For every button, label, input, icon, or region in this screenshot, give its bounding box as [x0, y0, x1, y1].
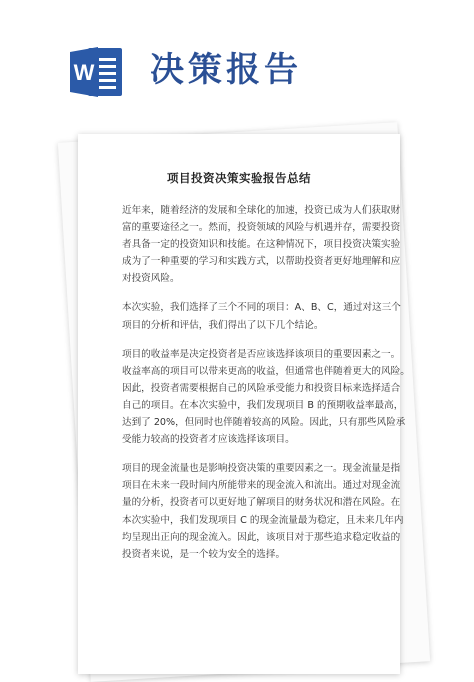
- text-line: 受能力较高的投资者才应该选择该项目。: [122, 434, 295, 446]
- svg-text:W: W: [73, 60, 95, 85]
- text-line: 项目的分析和评估，我们得出了以下几个结论。: [122, 319, 324, 331]
- document-body: [122, 202, 410, 563]
- text-line: 项目的现金流量也是影响投资决策的重要因素之一。现金流量是指: [122, 463, 401, 475]
- text-line: 本次实验，我们选择了三个不同的项目：A、B、C，通过对这三个: [122, 302, 401, 314]
- text-line: 本次实验中，我们发现项目 C 的现金流量最为稳定，且未来几年内: [122, 514, 404, 526]
- page-title: 决策报告: [150, 50, 302, 90]
- paragraph-gap: [122, 334, 370, 346]
- text-line: 项目的收益率是决定投资者是否应该选择该项目的重要因素之一。: [122, 348, 401, 360]
- paragraph: [122, 202, 401, 287]
- text-line: 达到了 20%，但同时也伴随着较高的风险。因此，只有那些风险承: [122, 417, 406, 429]
- text-line: 富的重要途径之一。然而，投资领域的风险与机遇并存，需要投资: [122, 222, 401, 234]
- text-line: 成为了一种重要的学习和实践方式，以帮助投资者更好地理解和应: [122, 256, 401, 268]
- document-page: [78, 134, 410, 674]
- text-line: 投资者来说，是一个较为安全的选择。: [122, 548, 286, 560]
- text-line: 对投资风险。: [122, 273, 180, 285]
- paragraph: [122, 299, 401, 333]
- text-line: 量的分析，投资者可以更好地了解项目的财务状况和潜在风险。在: [122, 497, 401, 509]
- text-line: 自己的项目。在本次实验中，我们发现项目 B 的预期收益率最高，: [122, 399, 404, 411]
- document-preview: [0, 120, 474, 669]
- text-line: 收益率高的项目可以带来更高的收益，但通常也伴随着更大的风险。: [122, 365, 410, 377]
- paragraph: [122, 346, 410, 449]
- paragraph: [122, 460, 404, 563]
- text-line: 者具备一定的投资知识和技能。在这种情况下，项目投资决策实验: [122, 239, 401, 251]
- text-line: 均呈现出正向的现金流入。因此，该项目对于那些追求稳定收益的: [122, 531, 401, 543]
- text-line: 近年来，随着经济的发展和全球化的加速，投资已成为人们获取财: [122, 205, 401, 216]
- word-icon: [66, 42, 126, 102]
- paragraph-gap: [122, 448, 370, 460]
- document-title: 项目投资决策实验报告总结: [167, 171, 311, 185]
- header-banner: [0, 0, 474, 120]
- text-line: 项目在未来一段时间内所能带来的现金流入和流出。通过对现金流: [122, 480, 401, 492]
- paragraph-gap: [122, 287, 370, 299]
- text-line: 因此，投资者需要根据自己的风险承受能力和投资目标来选择适合: [122, 382, 401, 394]
